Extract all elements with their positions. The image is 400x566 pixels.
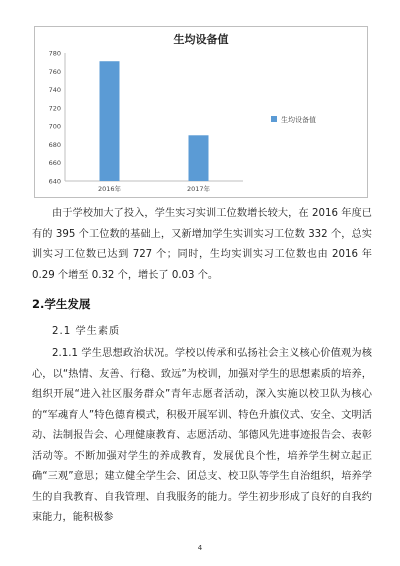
y-tick-label: 640 bbox=[48, 177, 61, 186]
paragraph-workstations: 由于学校加大了投入，学生实习实训工位数增长较大，在 2016 年度已有的 395 个工位数的基础上，又新增加学生实训实习工位数 332 个，总实训实习工位数已达到 727 个；同时，生均实训实习工位数也由 2016 年 0.29 个增至 0.32 个，增长了 0.03 个。 bbox=[32, 208, 372, 281]
bar-chart bbox=[34, 26, 368, 198]
legend-label: 生均设备值 bbox=[281, 116, 316, 124]
subsection-heading: 2.1 学生素质 bbox=[52, 326, 121, 337]
page-number: 4 bbox=[197, 544, 203, 552]
y-tick-label: 780 bbox=[48, 49, 61, 58]
legend-swatch bbox=[271, 116, 277, 122]
paragraph-student-ideology: 2.1.1 学生思想政治状况。学校以传承和弘扬社会主义核心价值观为核心，以“热情、友善、行稳、致远”为校训，加强对学生的思想素质的培养，组织开展“进入社区服务群众”青年志愿者活动，深入实施以校卫队为核心的“军魂育人”特色德育模式，积极开展军训、特色升旗仪式、安全、文明活动、法制报告会、心理健康教育、志愿活动、邹德风先进事迹报告会、表彰活动等。不断加强对学生的养成教育，发展优良个性，培养学生树立起正确“三观”意思；建立健全学生会、团总支、校卫队等学生自治组织，培养学生的自我教育、自我管理、自我服务的能力。学生初步形成了良好的自我约束能力，能积极参 bbox=[32, 348, 372, 523]
bar-2017年 bbox=[189, 135, 209, 181]
bar-2016年 bbox=[100, 61, 120, 181]
y-tick-label: 720 bbox=[48, 104, 61, 113]
chart-svg bbox=[35, 27, 367, 197]
x-tick-label: 2016年 bbox=[97, 185, 122, 193]
y-tick-label: 740 bbox=[48, 86, 61, 95]
y-tick-label: 700 bbox=[48, 122, 61, 131]
y-tick-label: 760 bbox=[48, 67, 61, 76]
y-tick-label: 680 bbox=[48, 140, 61, 149]
section-heading: 2.学生发展 bbox=[32, 297, 91, 311]
y-tick-label: 660 bbox=[48, 159, 61, 168]
chart-title: 生均设备值 bbox=[173, 33, 229, 46]
x-tick-label: 2017年 bbox=[186, 185, 211, 193]
